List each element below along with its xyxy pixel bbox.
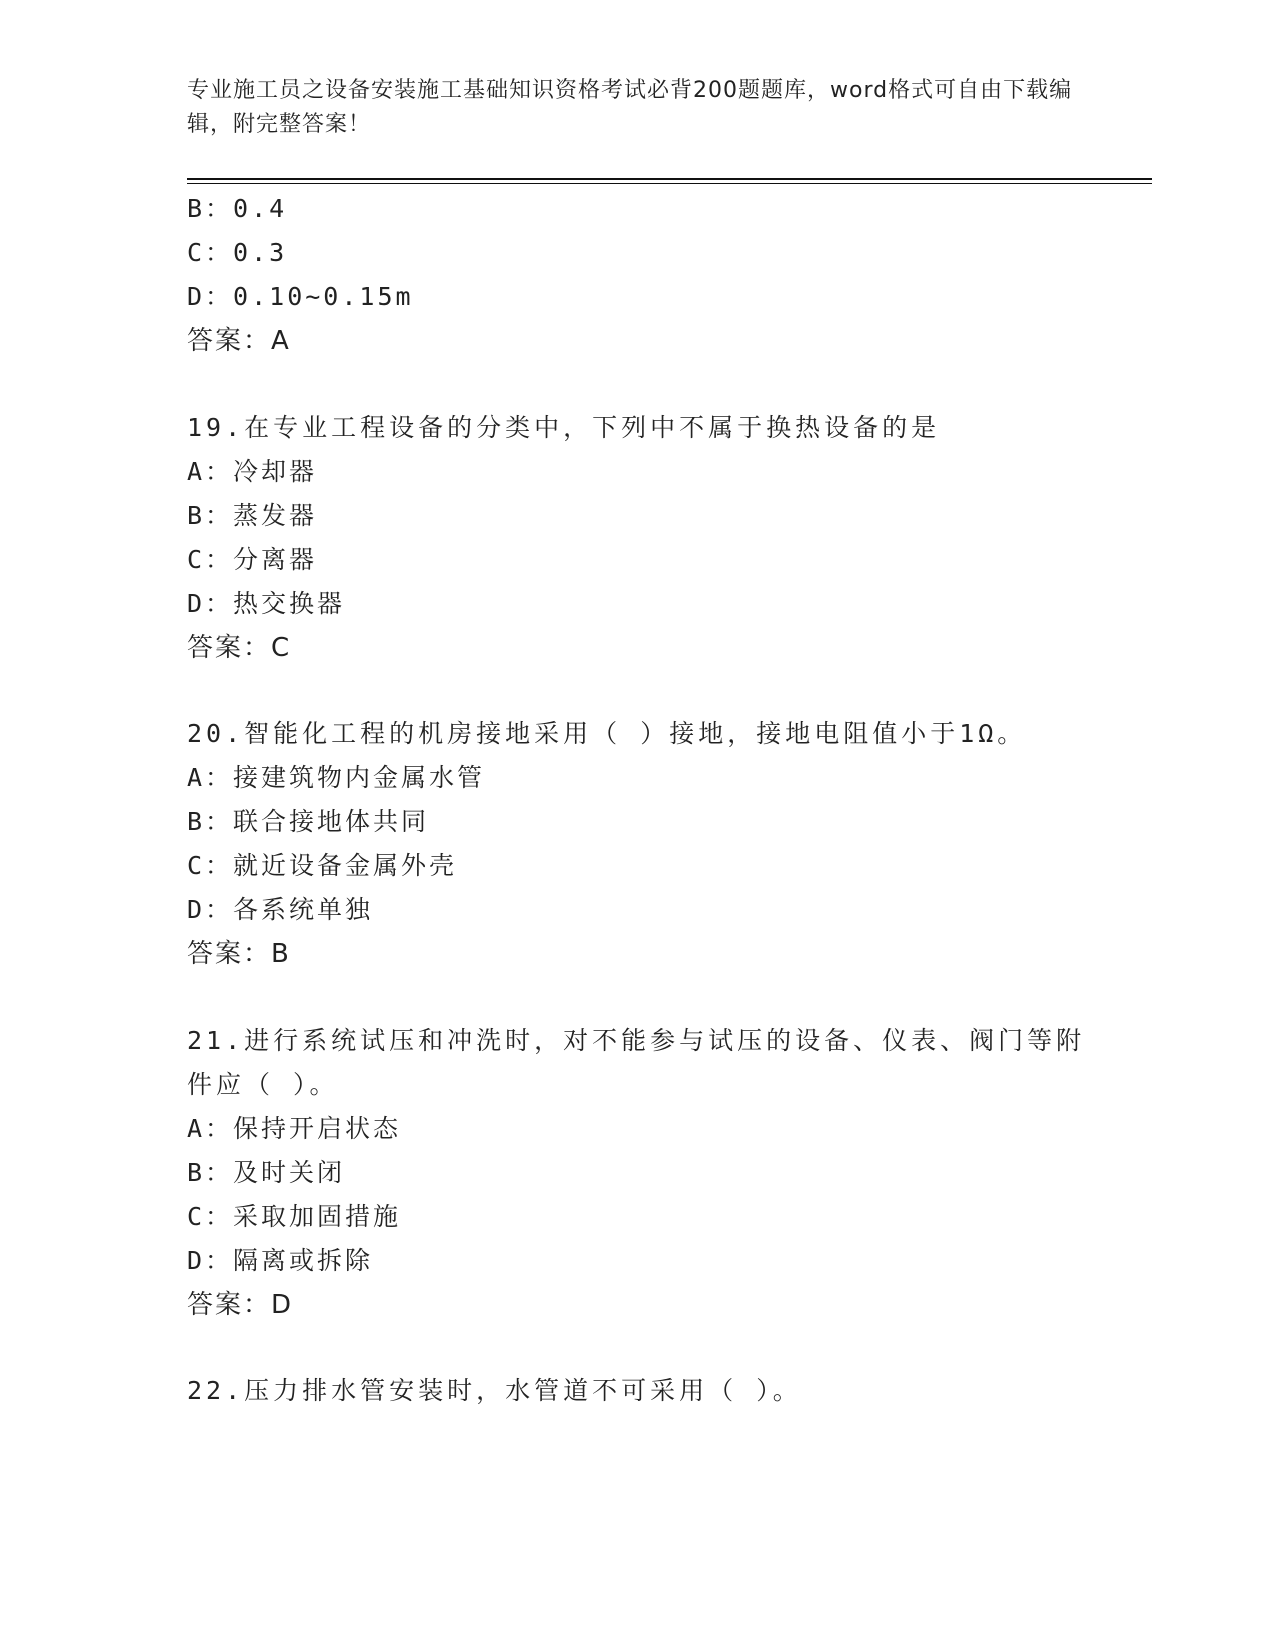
q19-stem: 19.在专业工程设备的分类中，下列中不属于换热设备的是 xyxy=(187,413,941,442)
q21-answer: 答案：D xyxy=(187,1290,294,1320)
q20-option-a: A：接建筑物内金属水管 xyxy=(187,763,486,792)
q19-answer: 答案：C xyxy=(187,633,292,663)
q19-option-c: C：分离器 xyxy=(187,545,318,574)
q22-stem: 22.压力排水管安装时，水管道不可采用（ ）。 xyxy=(187,1376,802,1405)
q18-option-c: C：0.3 xyxy=(187,238,288,267)
q21-option-c: C：采取加固措施 xyxy=(187,1202,402,1231)
q21-option-d: D：隔离或拆除 xyxy=(187,1246,374,1275)
header-divider-thick xyxy=(187,178,1152,180)
q21-option-a: A：保持开启状态 xyxy=(187,1114,402,1143)
header-divider-thin xyxy=(187,183,1152,184)
q19-option-b: B：蒸发器 xyxy=(187,501,318,530)
q21-stem-line1: 21.进行系统试压和冲洗时，对不能参与试压的设备、仪表、阀门等附 xyxy=(187,1026,1086,1055)
q20-option-b: B：联合接地体共同 xyxy=(187,807,430,836)
q20-stem: 20.智能化工程的机房接地采用（ ）接地，接地电阻值小于1Ω。 xyxy=(187,719,1027,748)
q20-option-d: D：各系统单独 xyxy=(187,895,374,924)
q21-stem-line2: 件应（ ）。 xyxy=(187,1070,339,1099)
q18-option-d: D：0.10~0.15m xyxy=(187,282,414,311)
q18-option-b: B：0.4 xyxy=(187,194,288,223)
q20-answer: 答案：B xyxy=(187,939,291,969)
q18-answer: 答案：A xyxy=(187,326,291,356)
q19-option-d: D：热交换器 xyxy=(187,589,346,618)
q20-option-c: C：就近设备金属外壳 xyxy=(187,851,458,880)
q19-option-a: A：冷却器 xyxy=(187,457,318,486)
q21-option-b: B：及时关闭 xyxy=(187,1158,346,1187)
document-header: 专业施工员之设备安装施工基础知识资格考试必背200题题库，word格式可自由下载编辑，附完整答案！ xyxy=(187,78,1073,137)
